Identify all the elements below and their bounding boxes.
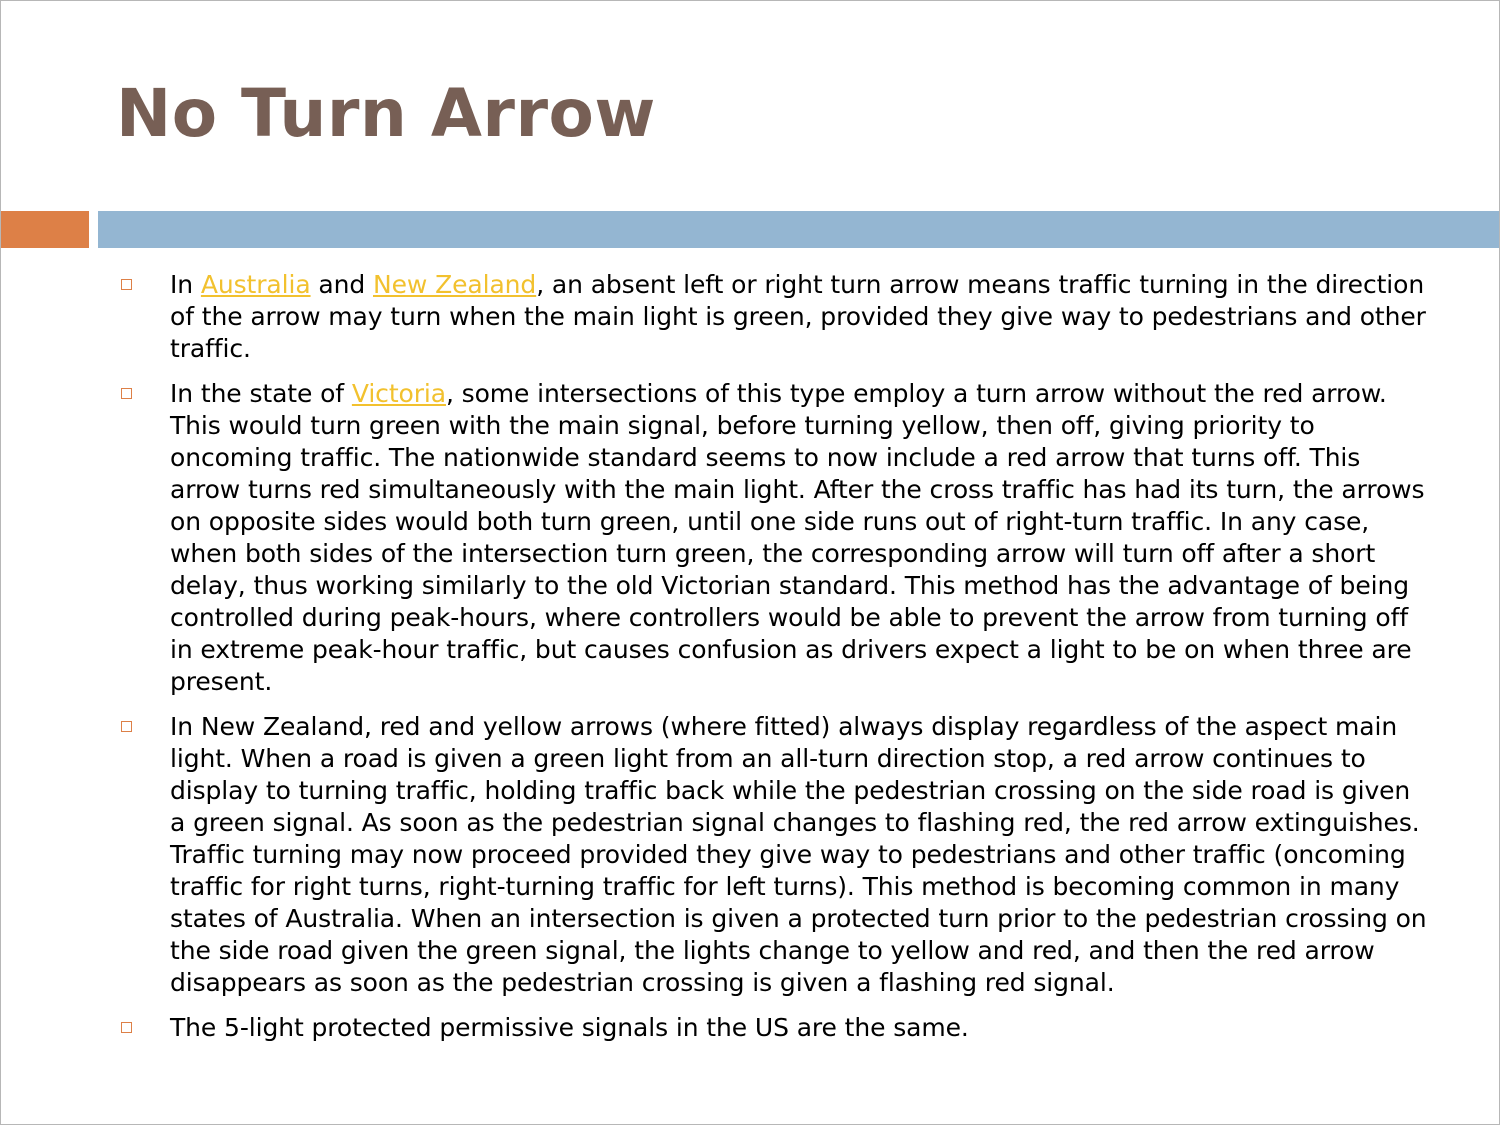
- australia-link[interactable]: Australia: [200, 270, 311, 299]
- hollow-square-bullet-icon: [121, 721, 132, 732]
- bullet-text: In New Zealand, red and yellow arrows (where fitted) always display regardless of the aspect main light. When a road is given a green light from an all-turn direction stop, a red arrow continues to display to turning traffic, holding traffic back while the pedestrian crossing on the side road is given a green signal. As soon as the pedestrian signal changes to flashing red, the red arrow extinguishes. Traffic turning may now proceed provided they give way to pedestrians and other traffic (oncoming traffic for right turns, right-turning traffic for left turns). This method is becoming common in many states of Australia. When an intersection is given a protected turn prior to the pedestrian crossing on the side road given the green signal, the lights change to yellow and red, and then the red arrow disappears as soon as the pedestrian crossing is given a flashing red signal.: [170, 712, 1427, 997]
- bullet-text: In the state of: [170, 379, 352, 408]
- hollow-square-bullet-icon: [121, 279, 132, 290]
- hollow-square-bullet-icon: [121, 1022, 132, 1033]
- hollow-square-bullet-icon: [121, 388, 132, 399]
- bullet-item: [118, 378, 1433, 698]
- victoria-link[interactable]: Victoria: [351, 379, 446, 408]
- slide-title: No Turn Arrow: [116, 75, 656, 152]
- title-divider-bar: [98, 211, 1499, 248]
- bullet-list: [118, 269, 1433, 1057]
- bullet-text: , an absent left or right turn arrow means traffic turning in the direction of the arrow may turn when the main light is green, provided they give way to pedestrians and other traffic.: [170, 270, 1426, 363]
- bullet-item: [118, 269, 1433, 365]
- bullet-item: [118, 1012, 1433, 1044]
- bullet-text: and: [310, 270, 373, 299]
- bullet-item: [118, 711, 1433, 999]
- new-zealand-link[interactable]: New Zealand: [373, 270, 537, 299]
- bullet-text: In: [170, 270, 201, 299]
- title-accent-bar: [1, 211, 89, 248]
- bullet-text: The 5-light protected permissive signals in the US are the same.: [170, 1013, 969, 1042]
- bullet-text: , some intersections of this type employ a turn arrow without the red arrow. This would turn green with the main signal, before turning yellow, then off, giving priority to oncoming traffic. The nationwide standard seems to now include a red arrow that turns off. This arrow turns red simultaneously with the main light. After the cross traffic has had its turn, the arrows on opposite sides would both turn green, until one side runs out of right-turn traffic. In any case, when both sides of the intersection turn green, the corresponding arrow will turn off after a short delay, thus working similarly to the old Victorian standard. This method has the advantage of being controlled during peak-hours, where controllers would be able to prevent the arrow from turning off in extreme peak-hour traffic, but causes confusion as drivers expect a light to be on when three are present.: [170, 379, 1425, 696]
